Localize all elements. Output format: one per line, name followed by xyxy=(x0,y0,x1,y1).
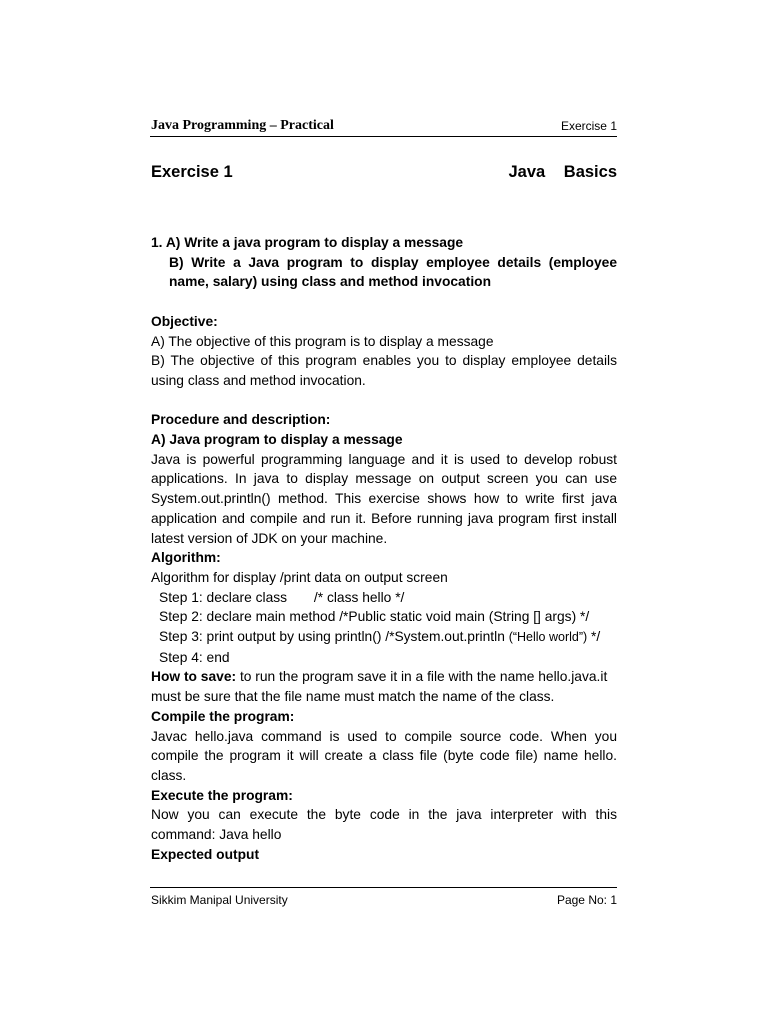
algorithm-intro: Algorithm for display /print data on output screen xyxy=(151,569,448,585)
step-3-text: Step 3: print output by using println() /*System.out.println xyxy=(159,629,509,645)
algorithm-heading: Algorithm: xyxy=(151,550,221,566)
header-exercise-label: Exercise 1 xyxy=(560,119,617,133)
footer-page-number: Page No: 1 xyxy=(556,893,617,907)
procedure-subheading-a: A) Java program to display a message xyxy=(151,432,403,447)
expected-output-heading: Expected output xyxy=(151,846,260,862)
objective-a: A) The objective of this program is to display a message xyxy=(151,333,494,349)
how-to-save-label: How to save: xyxy=(151,669,237,685)
execute-text: Now you can execute the byte code in the java interpreter with this command: Java hello xyxy=(151,807,617,843)
procedure-description: Java is powerful programming language and it is used to develop robust applications. In java to display message on output screen you can use System.out.println() method. This exercise shows how to write first java application and compile and run it. Before running java program first install latest version of JDK on your machine. xyxy=(151,451,617,546)
algorithm-step-1: Step 1: declare class /* class hello */ xyxy=(159,589,405,605)
how-to-save xyxy=(151,667,617,706)
question-a: 1. A) Write a java program to display a message xyxy=(151,235,464,250)
page-header xyxy=(150,116,617,137)
page-footer xyxy=(150,887,617,907)
question-b: B) Write a Java program to display employee details (employee name, salary) using class and method invocation xyxy=(169,254,617,290)
compile-heading: Compile the program: xyxy=(151,708,295,724)
procedure-heading: Procedure and description: xyxy=(151,412,331,428)
execute-heading: Execute the program: xyxy=(151,787,293,803)
step-3-end: */ xyxy=(587,629,601,645)
header-course-title: Java Programming – Practical xyxy=(151,118,334,133)
compile-text: Javac hello.java command is used to compile source code. When you compile the program it will create a class file (byte code file) name hello. class. xyxy=(151,728,617,783)
step-3-quote: (“Hello world”) xyxy=(508,630,588,645)
algorithm-step-4: Step 4: end xyxy=(159,649,230,665)
document-body xyxy=(151,233,617,864)
algorithm-step-2: Step 2: declare main method /*Public static void main (String [] args) */ xyxy=(159,609,590,625)
exercise-number: Exercise 1 xyxy=(151,163,233,181)
objective-heading: Objective: xyxy=(151,313,218,329)
exercise-title-row xyxy=(151,163,617,185)
exercise-topic: Java Basics xyxy=(508,163,617,181)
objective-b: B) The objective of this program enables you to display employee details using class and method invocation. xyxy=(151,353,617,388)
algorithm-step-3 xyxy=(151,627,617,648)
footer-university: Sikkim Manipal University xyxy=(151,893,288,907)
how-to-save-text: to run the program save it in a file with the name hello.java.it must be sure that the file name must match the name of the class. xyxy=(151,669,608,705)
